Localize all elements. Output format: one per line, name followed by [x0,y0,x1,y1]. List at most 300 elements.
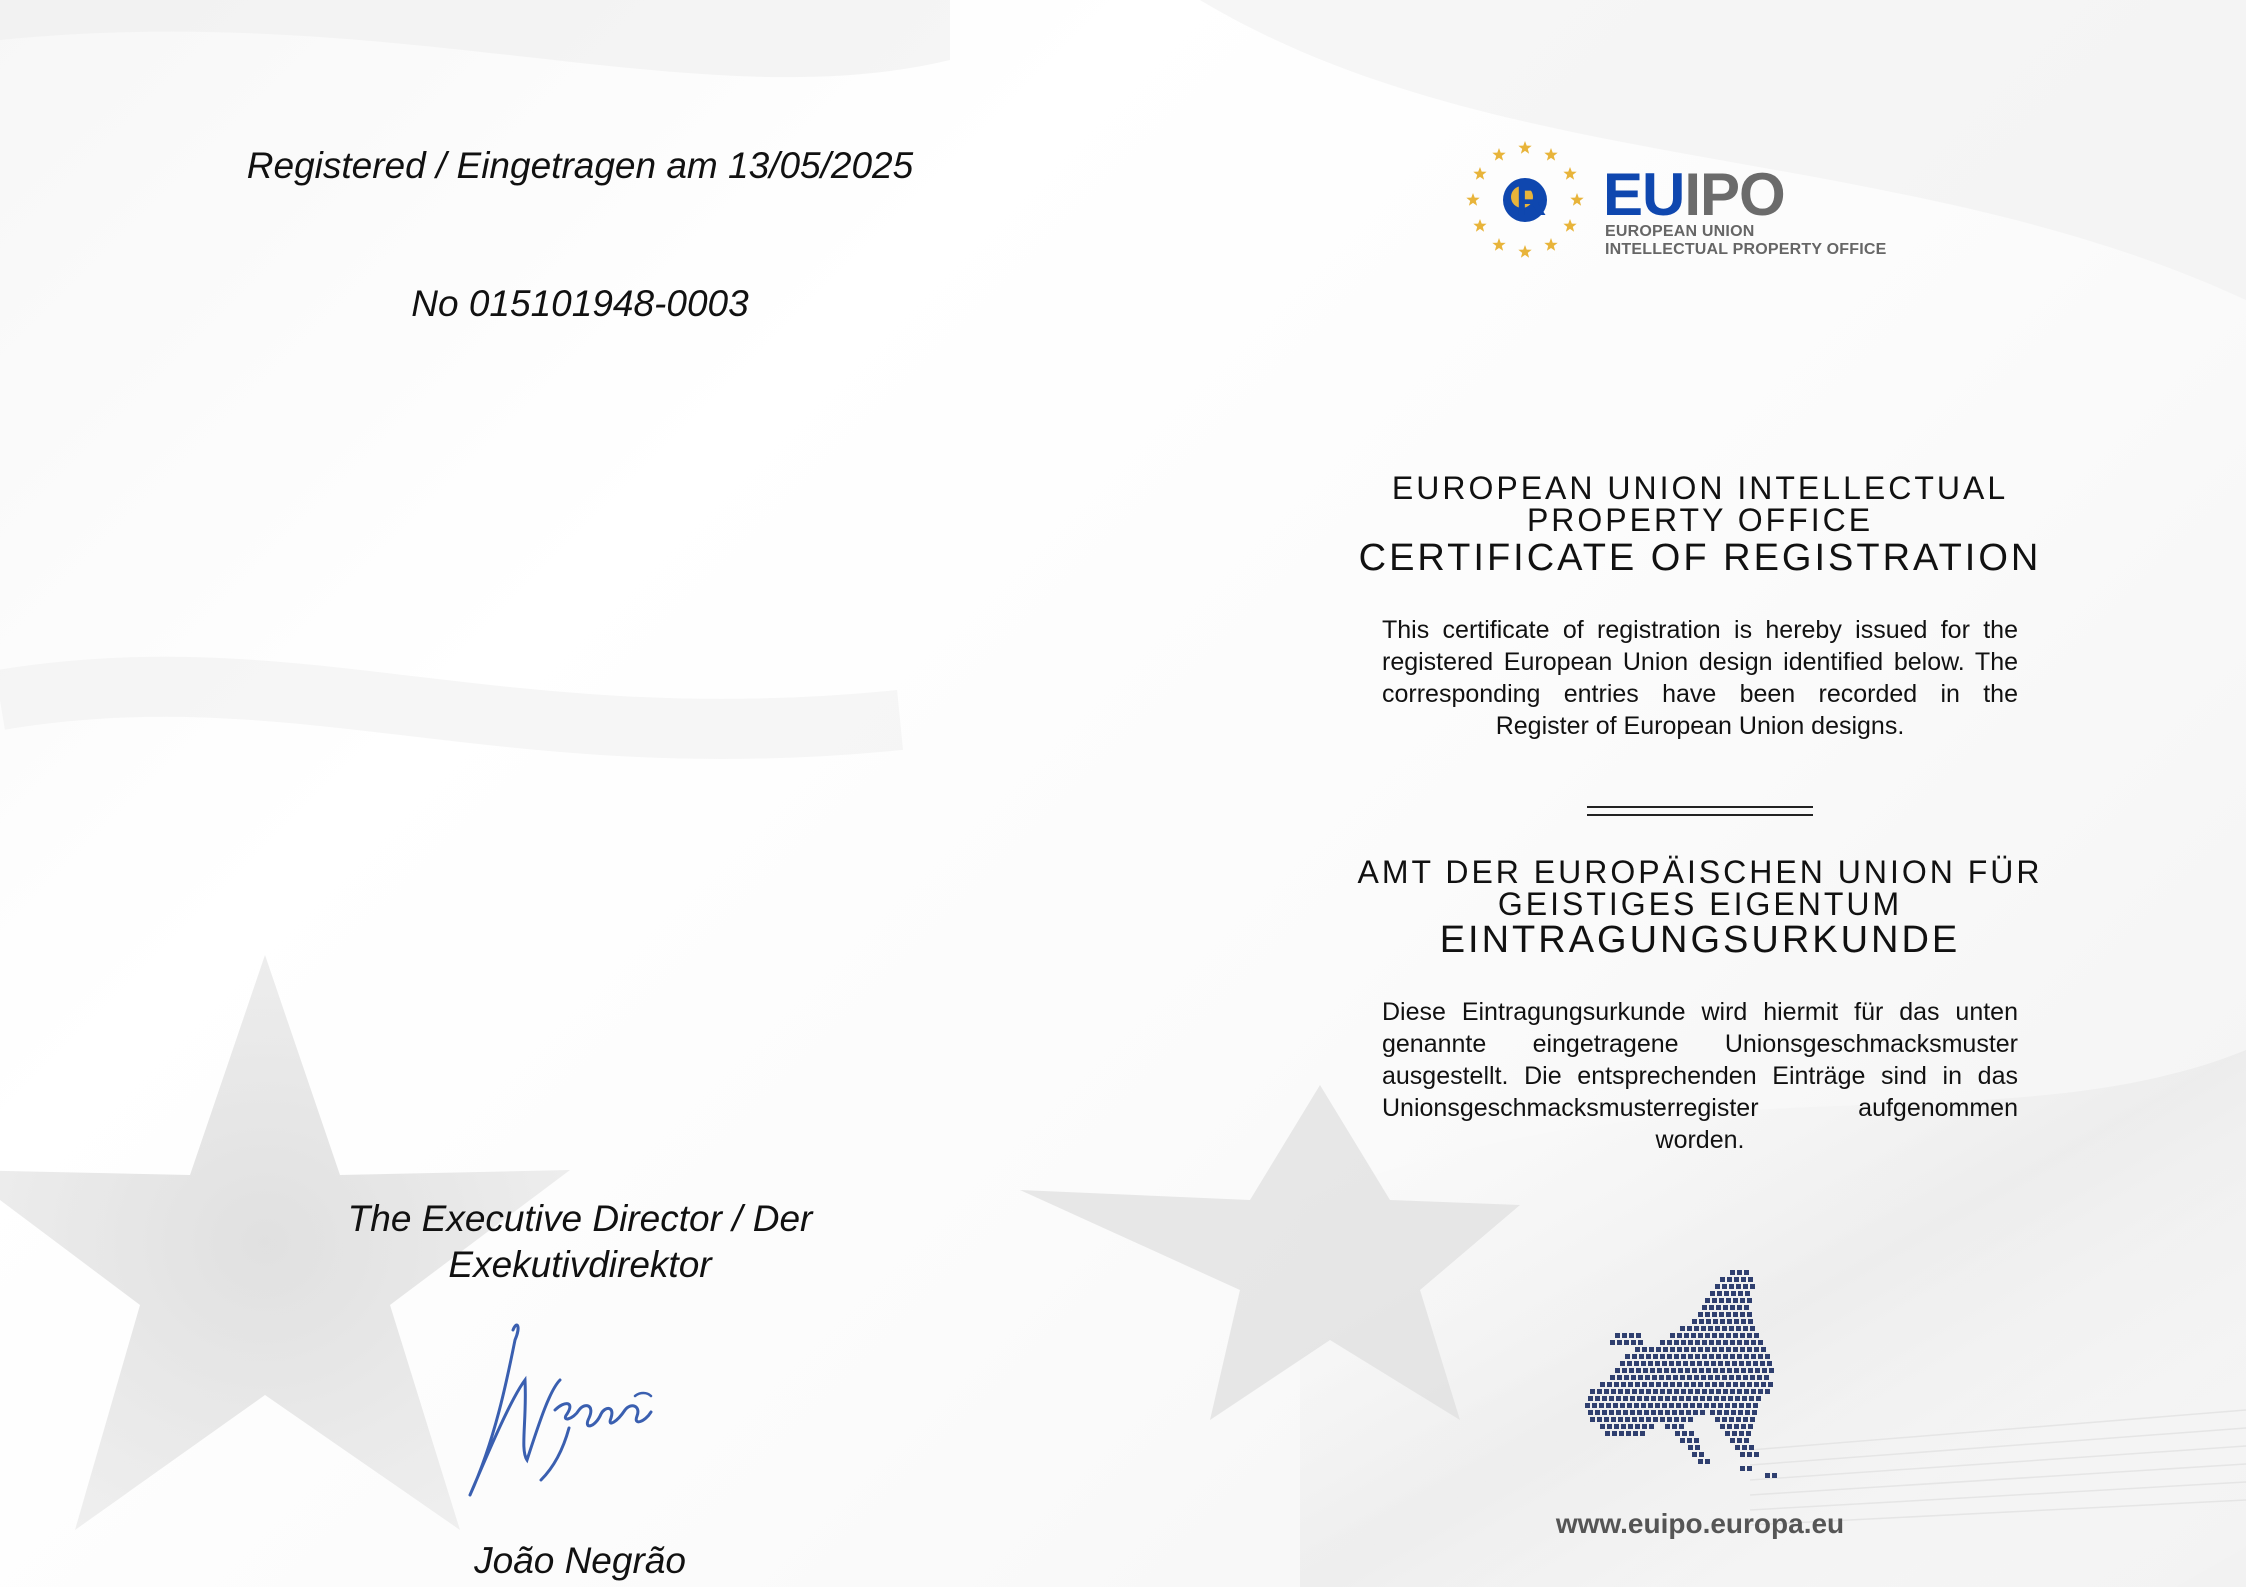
map-dot [1627,1361,1632,1366]
section-divider [1587,806,1813,816]
map-dot [1753,1403,1758,1408]
map-dot [1651,1410,1656,1415]
map-dot [1646,1389,1651,1394]
map-dot [1743,1417,1748,1422]
map-dot [1714,1396,1719,1401]
map-dot [1694,1438,1699,1443]
map-dot [1641,1403,1646,1408]
map-dot [1651,1396,1656,1401]
map-dot [1684,1333,1689,1338]
map-dot [1721,1396,1726,1401]
logo-subtitle-line1: EUROPEAN UNION [1605,223,1755,240]
map-dot [1734,1277,1739,1282]
map-dot [1720,1319,1725,1324]
map-dot [1754,1347,1759,1352]
map-dot [1665,1410,1670,1415]
map-dot [1660,1354,1665,1359]
map-dot [1682,1431,1687,1436]
map-dot [1625,1417,1630,1422]
map-dot [1699,1452,1704,1457]
map-dot [1758,1389,1763,1394]
map-dot [1712,1312,1717,1317]
map-dot [1659,1375,1664,1380]
map-dot [1736,1417,1741,1422]
emblem-star [1570,193,1583,206]
map-dot [1722,1284,1727,1289]
map-dot [1702,1340,1707,1345]
map-dot [1741,1424,1746,1429]
map-dot [1644,1396,1649,1401]
map-dot [1600,1382,1605,1387]
map-dot [1681,1417,1686,1422]
map-dot [1688,1417,1693,1422]
map-dot [1712,1298,1717,1303]
map-dot [1673,1375,1678,1380]
map-dot [1664,1368,1669,1373]
map-dot [1667,1417,1672,1422]
map-dot [1727,1424,1732,1429]
emblem-star [1544,238,1557,251]
map-dot [1660,1340,1665,1345]
map-dot [1743,1375,1748,1380]
map-dot [1648,1403,1653,1408]
map-dot [1702,1354,1707,1359]
map-dot [1633,1431,1638,1436]
map-dot [1642,1424,1647,1429]
map-dot [1725,1403,1730,1408]
map-dot [1590,1389,1595,1394]
map-dot [1732,1431,1737,1436]
map-dot [1639,1354,1644,1359]
map-dot [1676,1361,1681,1366]
map-dot [1711,1403,1716,1408]
map-dot [1632,1354,1637,1359]
map-dot [1602,1410,1607,1415]
map-dot [1613,1403,1618,1408]
map-dot [1705,1347,1710,1352]
map-dot [1632,1389,1637,1394]
map-dot [1606,1403,1611,1408]
map-dot [1679,1396,1684,1401]
office-name-de-line2: GEISTIGES EIGENTUM [1497,886,1903,922]
map-dot [1693,1396,1698,1401]
map-dot [1740,1298,1745,1303]
map-dot [1683,1403,1688,1408]
map-dot [1642,1382,1647,1387]
map-dot [1705,1459,1710,1464]
map-dot [1639,1389,1644,1394]
map-dot [1620,1403,1625,1408]
map-dot [1744,1305,1749,1310]
map-dot [1701,1326,1706,1331]
map-dot [1635,1424,1640,1429]
map-dot [1620,1361,1625,1366]
registration-number: No 015101948-0003 [411,283,749,324]
map-dot [1722,1326,1727,1331]
map-dot [1726,1298,1731,1303]
map-dot [1689,1431,1694,1436]
map-dot [1600,1424,1605,1429]
map-dot [1743,1326,1748,1331]
map-dot [1631,1375,1636,1380]
emblem-star [1563,219,1576,232]
logo-wordmark [1603,161,1785,228]
map-dot [1713,1368,1718,1373]
map-dot [1744,1438,1749,1443]
map-dot [1636,1333,1641,1338]
map-dot [1711,1361,1716,1366]
map-dot [1677,1333,1682,1338]
map-dot [1726,1312,1731,1317]
map-dot [1676,1403,1681,1408]
map-dot [1639,1417,1644,1422]
certificate-description-english: This certificate of registration is hereby issued for the registered European Union design identified below. The corresponding entries have been recorded in the Register of European Union designs. [1382,616,2018,740]
map-dot [1718,1403,1723,1408]
map-dot [1765,1389,1770,1394]
map-dot [1713,1319,1718,1324]
map-dot [1681,1354,1686,1359]
map-dot [1670,1382,1675,1387]
map-dot [1754,1382,1759,1387]
map-dot [1736,1284,1741,1289]
map-dot [1715,1284,1720,1289]
map-dot [1744,1270,1749,1275]
map-dot [1602,1396,1607,1401]
euipo-logo [1460,135,1920,265]
map-dot [1672,1396,1677,1401]
map-dot [1745,1410,1750,1415]
map-dot [1764,1375,1769,1380]
emblem-star [1473,167,1486,180]
map-dot [1694,1375,1699,1380]
map-dot [1719,1347,1724,1352]
map-dot [1716,1389,1721,1394]
map-dot [1740,1333,1745,1338]
map-dot [1611,1417,1616,1422]
map-dot [1663,1382,1668,1387]
map-dot [1684,1382,1689,1387]
map-dot [1730,1389,1735,1394]
map-dot [1709,1305,1714,1310]
map-dot [1732,1361,1737,1366]
map-dot [1725,1431,1730,1436]
emblem-star [1492,148,1505,161]
map-dot [1739,1403,1744,1408]
map-dot [1765,1354,1770,1359]
map-dot [1652,1375,1657,1380]
map-dot [1733,1312,1738,1317]
map-dot [1757,1375,1762,1380]
map-dot [1712,1333,1717,1338]
map-dot [1634,1403,1639,1408]
map-dot [1708,1326,1713,1331]
map-dot [1667,1340,1672,1345]
map-dot [1726,1333,1731,1338]
map-dot [1706,1368,1711,1373]
map-dot [1744,1354,1749,1359]
map-dot [1729,1417,1734,1422]
map-dot [1617,1375,1622,1380]
map-dot [1691,1382,1696,1387]
map-dot [1698,1459,1703,1464]
map-dot [1735,1445,1740,1450]
map-dot [1588,1410,1593,1415]
map-dot [1585,1403,1590,1408]
map-dot [1662,1361,1667,1366]
map-dot [1717,1410,1722,1415]
emblem-star [1518,141,1531,154]
map-dot [1621,1382,1626,1387]
map-dot [1680,1375,1685,1380]
map-dot [1734,1319,1739,1324]
map-dot [1740,1466,1745,1471]
map-dot [1731,1291,1736,1296]
map-dot [1590,1417,1595,1422]
map-dot [1740,1312,1745,1317]
map-dot [1609,1396,1614,1401]
map-dot [1685,1368,1690,1373]
map-dot [1722,1417,1727,1422]
map-dot [1619,1431,1624,1436]
map-dot [1626,1431,1631,1436]
map-dot [1692,1368,1697,1373]
map-dot [1710,1410,1715,1415]
map-dot [1670,1333,1675,1338]
map-dot [1653,1354,1658,1359]
map-dot [1733,1382,1738,1387]
map-dot [1738,1291,1743,1296]
map-dot [1695,1340,1700,1345]
map-dot [1662,1403,1667,1408]
map-dot [1741,1368,1746,1373]
map-dot [1729,1375,1734,1380]
map-dot [1699,1319,1704,1324]
map-dot [1747,1347,1752,1352]
emblem-star [1563,167,1576,180]
map-dot [1730,1305,1735,1310]
map-dot [1760,1361,1765,1366]
map-dot [1707,1396,1712,1401]
map-dot [1752,1410,1757,1415]
map-dot [1655,1361,1660,1366]
map-dot [1698,1382,1703,1387]
map-dot [1740,1452,1745,1457]
map-dot [1688,1340,1693,1345]
map-dot [1754,1333,1759,1338]
map-dot [1737,1305,1742,1310]
map-dot [1674,1417,1679,1422]
map-dot [1747,1312,1752,1317]
map-dot [1698,1333,1703,1338]
map-dot [1747,1466,1752,1471]
map-dot [1658,1396,1663,1401]
office-name-line2: PROPERTY OFFICE [1526,502,1874,538]
map-dot [1718,1361,1723,1366]
map-dot [1731,1410,1736,1415]
map-dot [1690,1361,1695,1366]
map-dot [1725,1361,1730,1366]
map-dot [1700,1410,1705,1415]
map-dot [1737,1270,1742,1275]
office-name-de-line1: AMT DER EUROPÄISCHEN UNION FÜR [1357,854,2043,890]
map-dot [1622,1368,1627,1373]
map-dot [1735,1396,1740,1401]
signature [455,1310,715,1510]
map-dot [1748,1277,1753,1282]
map-dot [1756,1396,1761,1401]
map-dot [1744,1340,1749,1345]
map-dot [1611,1389,1616,1394]
map-dot [1751,1389,1756,1394]
map-dot [1720,1368,1725,1373]
map-dot [1709,1340,1714,1345]
map-dot [1720,1277,1725,1282]
map-dot [1658,1410,1663,1415]
map-dot [1627,1403,1632,1408]
map-dot [1653,1389,1658,1394]
map-dot [1612,1431,1617,1436]
map-dot [1754,1452,1759,1457]
map-dot [1691,1347,1696,1352]
map-dot [1694,1326,1699,1331]
map-dot [1623,1396,1628,1401]
emblem-star [1518,245,1531,258]
map-dot [1741,1319,1746,1324]
map-dot [1758,1354,1763,1359]
map-dot [1749,1445,1754,1450]
map-dot [1758,1340,1763,1345]
map-dot [1688,1445,1693,1450]
map-dot [1666,1375,1671,1380]
map-dot [1710,1291,1715,1296]
map-dot [1649,1424,1654,1429]
map-dot [1646,1354,1651,1359]
map-dot [1605,1431,1610,1436]
registration-date: Registered / Eingetragen am 13/05/2025 [246,145,914,186]
map-dot [1679,1410,1684,1415]
map-dot [1723,1389,1728,1394]
map-dot [1684,1347,1689,1352]
map-dot [1732,1403,1737,1408]
map-dot [1762,1368,1767,1373]
map-dot [1629,1333,1634,1338]
map-dot [1695,1354,1700,1359]
map-dot [1726,1382,1731,1387]
map-dot [1748,1319,1753,1324]
map-dot [1739,1361,1744,1366]
map-dot [1719,1298,1724,1303]
eu-stars-emblem-icon [1460,135,1590,265]
map-dot [1609,1410,1614,1415]
map-dot [1751,1354,1756,1359]
map-dot [1637,1396,1642,1401]
map-dot [1597,1417,1602,1422]
office-name-german [1230,856,2170,920]
map-dot [1709,1354,1714,1359]
map-dot [1683,1361,1688,1366]
map-dot [1719,1382,1724,1387]
map-dot [1678,1368,1683,1373]
map-dot [1628,1382,1633,1387]
map-dot [1621,1424,1626,1429]
map-dot [1597,1389,1602,1394]
map-dot [1747,1382,1752,1387]
map-dot [1655,1403,1660,1408]
map-dot [1746,1361,1751,1366]
map-dot [1740,1347,1745,1352]
emblem-star [1544,148,1557,161]
map-dot [1716,1305,1721,1310]
map-dot [1615,1368,1620,1373]
map-dot [1622,1333,1627,1338]
map-dot [1607,1382,1612,1387]
map-dot [1667,1354,1672,1359]
map-dot [1727,1368,1732,1373]
map-dot [1665,1396,1670,1401]
map-dot [1641,1361,1646,1366]
map-dot [1702,1389,1707,1394]
map-dot [1660,1389,1665,1394]
map-dot [1722,1375,1727,1380]
map-dot [1705,1298,1710,1303]
map-dot [1628,1424,1633,1429]
map-dot [1698,1312,1703,1317]
map-dot [1635,1347,1640,1352]
logo-ipo-text: IPO [1684,161,1785,228]
map-dot [1708,1375,1713,1380]
map-dot [1656,1382,1661,1387]
map-dot [1630,1410,1635,1415]
map-dot [1636,1368,1641,1373]
map-dot [1690,1403,1695,1408]
emblem-star [1492,238,1505,251]
map-dot [1638,1375,1643,1380]
director-title-line2: Exekutivdirektor [448,1244,712,1285]
map-dot [1695,1445,1700,1450]
map-dot [1616,1396,1621,1401]
map-dot [1761,1382,1766,1387]
map-dot [1618,1389,1623,1394]
emblem-letter: R [1516,177,1547,224]
map-dot [1709,1389,1714,1394]
certificate-description-german: Diese Eintragungsurkunde wird hiermit für das unten genannte eingetragene Unionsgeschmacksmuster ausgestellt. Die entsprechenden Einträge sind in das Unionsgeschmacksmusterregister aufgenommen worden. [1382,998,2018,1154]
certificate-title-english: CERTIFICATE OF REGISTRATION [1358,537,2042,579]
map-dot [1674,1354,1679,1359]
map-dot [1669,1403,1674,1408]
map-dot [1747,1298,1752,1303]
logo-subtitle-line2: INTELLECTUAL PROPERTY OFFICE [1605,241,1887,258]
map-dot [1765,1473,1770,1478]
map-dot [1697,1361,1702,1366]
map-dot [1720,1424,1725,1429]
map-dot [1688,1354,1693,1359]
map-dot [1614,1382,1619,1387]
map-dot [1724,1410,1729,1415]
map-dot [1656,1347,1661,1352]
map-dot [1723,1340,1728,1345]
map-dot [1712,1382,1717,1387]
map-dot [1645,1375,1650,1380]
map-dot [1733,1333,1738,1338]
map-dot [1674,1340,1679,1345]
map-dot [1681,1340,1686,1345]
map-dot [1610,1340,1615,1345]
map-dot [1687,1375,1692,1380]
map-dot [1625,1354,1630,1359]
director-title-line1: The Executive Director / Der [347,1198,813,1239]
map-dot [1681,1389,1686,1394]
map-dot [1697,1403,1702,1408]
